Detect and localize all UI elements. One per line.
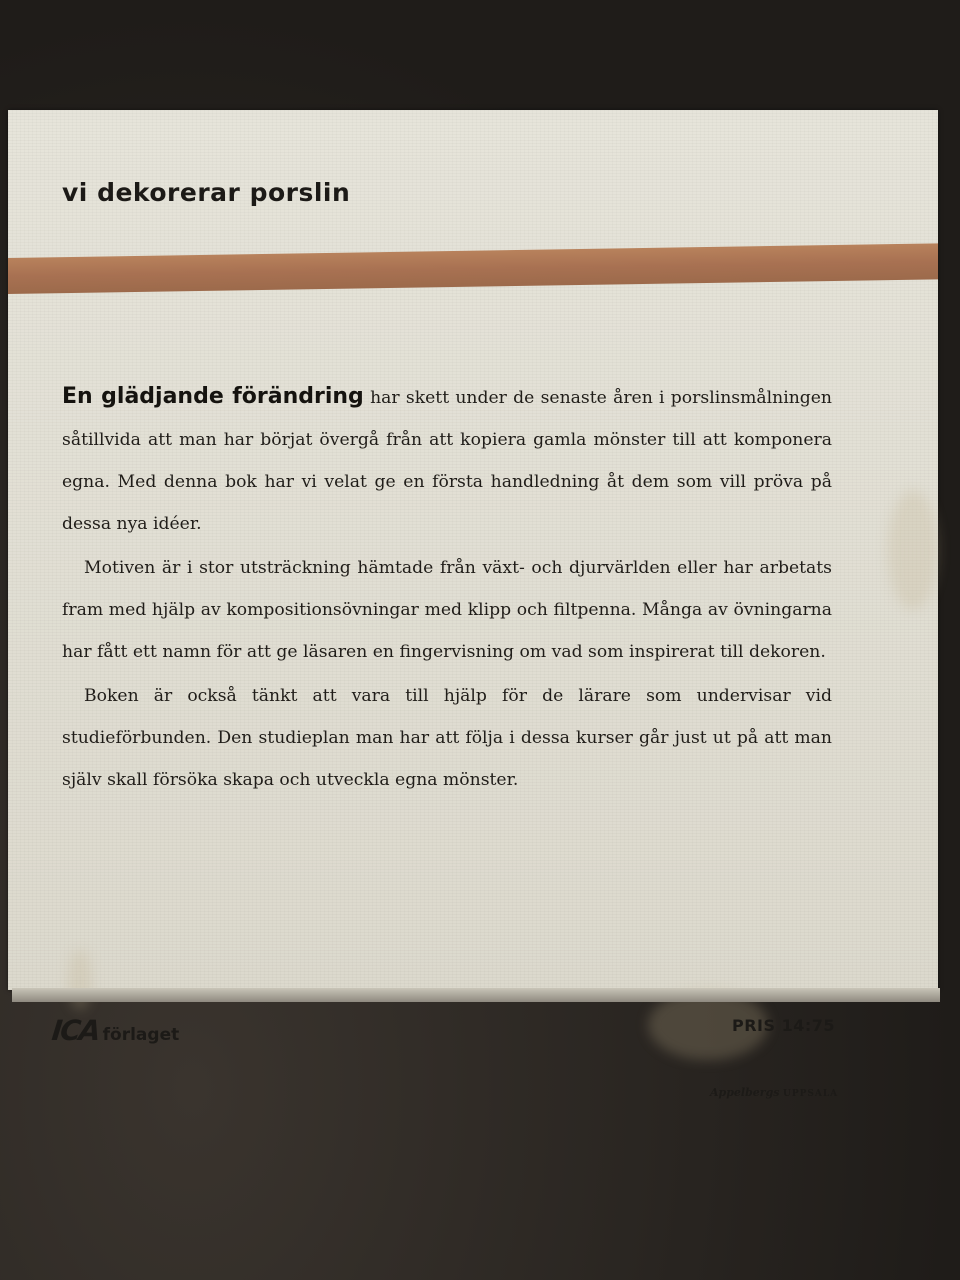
cover-bottom-edge: [12, 988, 940, 1002]
price-label: PRIS 14:75: [732, 1016, 836, 1035]
blurb-paragraph: Motiven är i stor utsträckning hämtade från växt- och djurvärlden eller har arbetats fram med hjälp av kompositionsövningar med klipp och filtpenna. Många av övningarna har fått ett namn för att ge läsaren en fingervisning om vad som inspirerat till dekoren.: [62, 558, 832, 662]
publisher-mark: [52, 1014, 179, 1047]
blurb-paragraph: [62, 376, 832, 545]
book-title: vi dekorerar porslin: [62, 178, 351, 207]
printer-imprint: [710, 1086, 838, 1099]
printer-name: Appelbergs: [710, 1086, 780, 1099]
blurb-lead: En glädjande förändring: [62, 384, 364, 409]
blurb-paragraph-1-text: har skett under de senaste åren i porslinsmålningen såtillvida att man har börjat övergå från att kopiera gamla mönster till att komponera egna. Med denna bok har vi velat ge en första handledning åt dem som vill pröva på dessa nya idéer.: [62, 388, 833, 534]
publisher-logo: ICA: [50, 1014, 101, 1047]
blurb-paragraph: Boken är också tänkt att vara till hjälp för de lärare som undervisar vid studieförbunden. Den studieplan man har att följa i dessa kurser går just ut på att man själv skall försöka skapa och utveckla egna mönster.: [62, 686, 832, 790]
printer-city: UPPSALA: [782, 1089, 839, 1099]
publisher-name: förlaget: [102, 1025, 180, 1045]
cover-stain: [888, 490, 938, 610]
blurb-text: [62, 376, 832, 803]
